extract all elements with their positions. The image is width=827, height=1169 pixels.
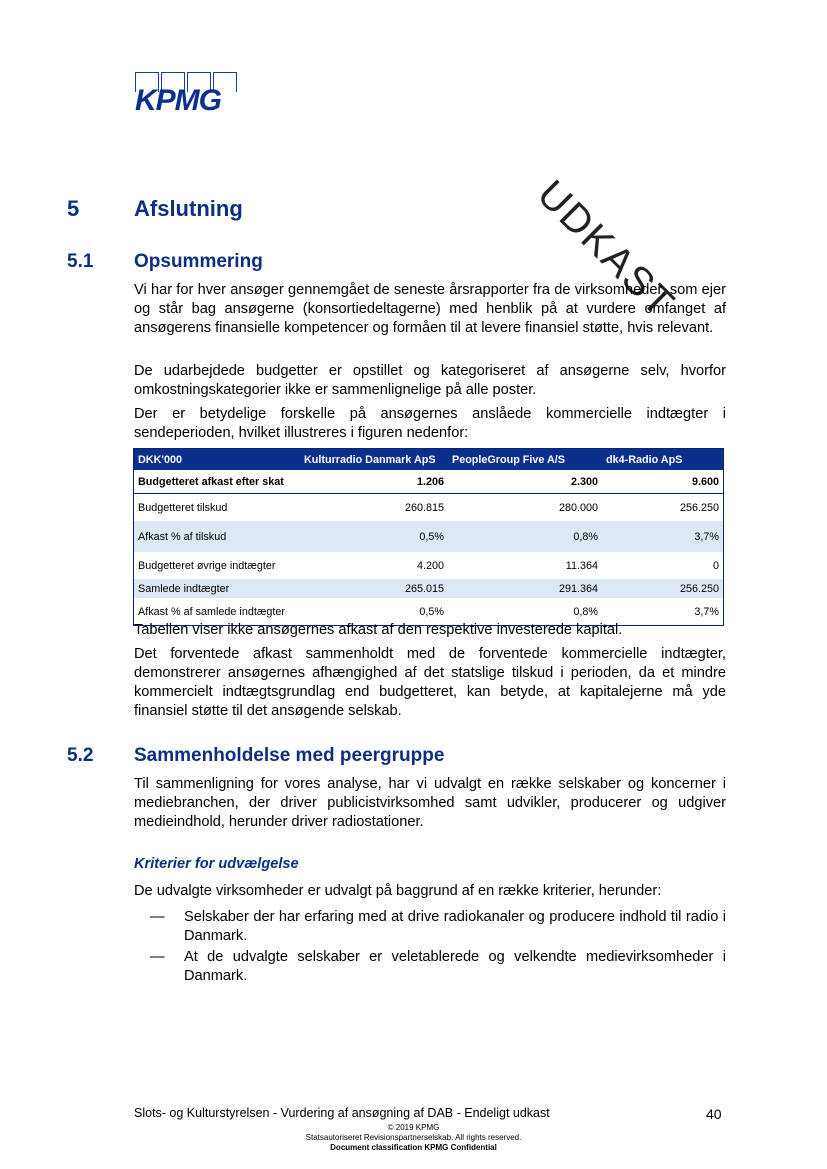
subsection-title: Sammenholdelse med peergruppe [134, 745, 445, 766]
footer-company: Statsautoriseret Revisionspartnerselskab. All rights reserved. [305, 1133, 522, 1142]
paragraph: De udvalgte virksomheder er udvalgt på baggrund af en række kriterier, herunder: [134, 883, 662, 899]
table-row [134, 470, 724, 494]
footer-title: Slots- og Kulturstyrelsen - Vurdering af ansøgning af DAB - Endeligt udkast [134, 1106, 550, 1120]
paragraph: Tabellen viser ikke ansøgernes afkast af den respektive investerede kapital. [134, 622, 623, 638]
table-header: PeopleGroup Five A/S [448, 449, 602, 471]
logo-text: KPMG [135, 84, 221, 117]
table-row [134, 494, 724, 522]
paragraph: Det forventede afkast sammenholdt med de forventede kommercielle indtægter, demonstrerer ansøgernes afhængighed af det statslige tilskud i perioden, da et mindre kommercielt indtægtsgrundlag end budgetteret, kan betyde, at kapitalejerne må yde finansiel støtte til det ansøgende selskab. [134, 646, 726, 719]
cell-value: 280.000 [558, 501, 598, 514]
list-item-text: At de udvalgte selskaber er veletablerede og velkendte medievirksomheder i Danmark. [184, 949, 726, 984]
row-label: Budgetteret øvrige indtægter [138, 559, 276, 572]
subsection-title: Opsummering [134, 251, 263, 272]
list-item [150, 908, 726, 946]
financial-table [133, 448, 724, 626]
bullet-dash: — [150, 949, 165, 965]
cell-value: 0,8% [573, 605, 598, 618]
table-row [134, 552, 724, 579]
kpmg-logo [135, 72, 240, 117]
list-item [150, 948, 726, 986]
paragraph: Der er betydelige forskelle på ansøgernes anslåede kommercielle indtægter i sendeperioden, hvilket illustreres i figuren nedenfor: [134, 406, 726, 441]
cell-value: 256.250 [679, 501, 719, 514]
criteria-list [150, 908, 726, 988]
subsection-number: 5.1 [67, 251, 94, 272]
cell-value: 0,5% [419, 605, 444, 618]
page-number: 40 [706, 1106, 722, 1122]
list-item-text: Selskaber der har erfaring med at drive radiokanaler og producere indhold til radio i Danmark. [184, 909, 726, 944]
paragraph: Vi har for hver ansøger gennemgået de seneste årsrapporter fra de virksomheder, som ejer og står bag ansøgerne (konsortiedeltagerne) med henblik på at vurdere omfanget af ansøgerens finansielle kompetencer og formåen til at levere finansiel støtte, hvis relevant. [134, 282, 726, 336]
section-title: Afslutning [134, 196, 243, 221]
table-header: DKK'000 [134, 449, 301, 471]
cell-value: 0,8% [448, 521, 602, 552]
row-label: Budgetteret afkast efter skat [134, 470, 301, 494]
cell-value: 1.206 [300, 470, 448, 494]
cell-value: 291.364 [448, 579, 602, 598]
footer-classification: Document classification KPMG Confidential [330, 1143, 497, 1152]
cell-value: 0 [712, 559, 719, 572]
subsection-number: 5.2 [67, 745, 94, 766]
row-label: Afkast % af samlede indtægter [138, 605, 286, 618]
table-row [134, 579, 724, 598]
cell-value: 265.015 [300, 579, 448, 598]
row-label: Afkast % af tilskud [134, 521, 301, 552]
bullet-dash: — [150, 909, 165, 925]
table-header: Kulturradio Danmark ApS [300, 449, 448, 471]
cell-value: 256.250 [602, 579, 724, 598]
paragraph: De udarbejdede budgetter er opstillet og kategoriseret af ansøgerne selv, hvorfor omkostningskategorier ikke er sammenlignelige på alle poster. [134, 363, 726, 398]
cell-value: 3,7% [694, 605, 719, 618]
cell-value: 2.300 [448, 470, 602, 494]
cell-value: 4.200 [416, 559, 444, 572]
criteria-subheading: Kriterier for udvælgelse [134, 856, 299, 872]
cell-value: 9.600 [602, 470, 724, 494]
cell-value: 3,7% [602, 521, 724, 552]
table-header-row [134, 449, 724, 471]
section-number: 5 [67, 196, 80, 221]
row-label: Samlede indtægter [134, 579, 301, 598]
table-header: dk4-Radio ApS [602, 449, 724, 471]
draft-watermark: UDKAST [528, 172, 684, 327]
cell-value: 0,5% [300, 521, 448, 552]
footer-copyright: © 2019 KPMG [387, 1123, 440, 1132]
cell-value: 11.364 [565, 559, 598, 572]
table-row [134, 521, 724, 552]
row-label: Budgetteret tilskud [138, 501, 228, 514]
cell-value: 260.815 [404, 501, 444, 514]
paragraph: Til sammenligning for vores analyse, har vi udvalgt en række selskaber og koncerner i mediebranchen, der driver publicistvirksomhed samt udvikler, producerer og udgiver medieindhold, herunder driver radiostationer. [134, 776, 726, 830]
